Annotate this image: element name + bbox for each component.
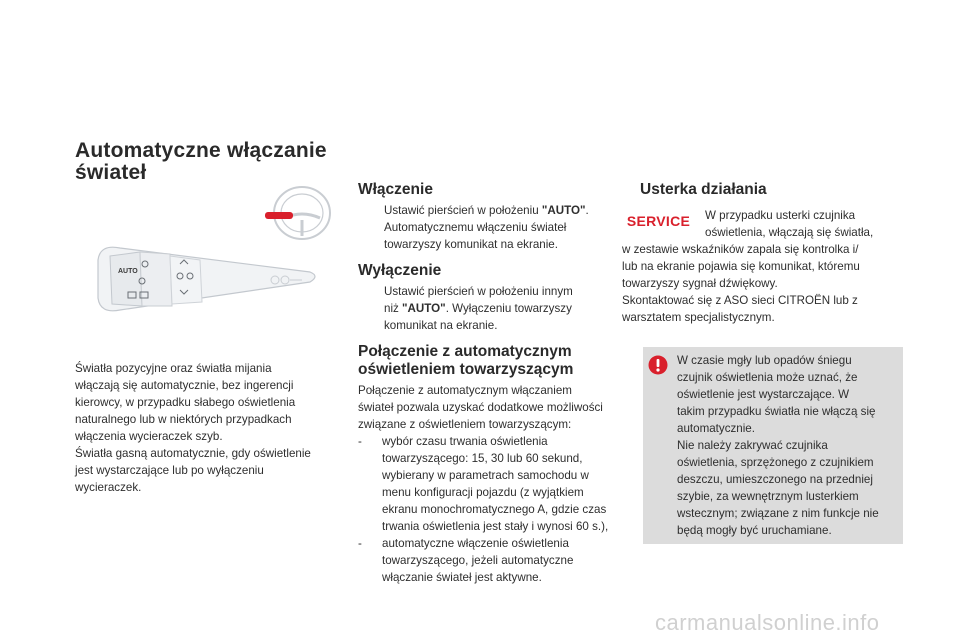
list-item: - automatyczne włączenie oświetlenia towarzyszącego, jeżeli automatyczne włączanie świateł jest aktywne. (358, 537, 574, 584)
left-description: Światła pozycyjne oraz światła mijania włączają się automatycznie, bez ingerencji kierowcy, w przypadku słabego oświetlenia naturalnego lub w niektórych przypadkach włączenia wycieraczek szyb. Światła gasną automatycznie, gdy oświetlenie jest wystarczające lub po wyłączeniu wycieraczek. (75, 362, 311, 494)
stalk-body (98, 247, 315, 311)
section-title-polaczenie: Połączenie z automatycznym oświetleniem towarzyszącym (358, 343, 574, 378)
lighting-stalk-illustration (80, 180, 350, 320)
list-item: - wybór czasu trwania oświetlenia towarzyszącego: 15, 30 lub 60 sekund, wybierany w parametrach samochodu w menu konfiguracji pojazdu (z wyjątkiem ekranu monochromatycznego A, gdzie czas trwania oświetlenia jest stały i wynosi 60 s.), (358, 435, 609, 533)
service-warning-icon (622, 211, 695, 230)
page-title: Automatyczne włączanie świateł (75, 139, 327, 184)
auto-label: AUTO (118, 268, 138, 275)
warning-exclamation-icon (648, 355, 668, 375)
stalk-highlight (265, 212, 293, 219)
section-polaczenie: Połączenie z automatycznym włączaniem świateł pozwala uzyskać dodatkowe możliwości związane z oświetleniem towarzyszącym: - wybór czasu trwania oświetlenia towarzyszącego: 15, 30 lub 60 sekund, wybierany w parametrach samochodu w menu konfiguracji pojazdu (z wyjątkiem ekranu monochromatycznego A, gdzie czas trwania oświetlenia jest stały i wynosi 60 s.), - automatyczne włączenie oświetlenia towarzyszącego, jeżeli automatyczne włączanie świateł jest aktywne. (358, 382, 633, 586)
section-wylaczenie: Ustawić pierścień w położeniu innym niż "AUTO". Wyłączeniu towarzyszy komunikat na ekranie. (362, 283, 632, 334)
warning-text: W czasie mgły lub opadów śniegu czujnik oświetlenia może uznać, że oświetlenie jest wystarczające. W takim przypadku światła nie włączą się automatycznie. Nie należy zakrywać czujnika oświetlenia, sprzężonego z czujnikiem deszczu, umieszczonego na przedniej szybie, za wewnętrznym lusterkiem wstecznym; związane z nim funkcje nie będą mogły być uruchamiane. (677, 354, 879, 537)
usterka-indented-text: W przypadku usterki czujnika oświetlenia, włączają się światła, (705, 209, 874, 239)
section-title-usterka: Usterka działania (640, 181, 767, 198)
bullet-icon (362, 283, 384, 334)
section-title-wylaczenie: Wyłączenie (358, 262, 442, 279)
usterka-text: w zestawie wskaźników zapala się kontrolka i/ lub na ekranie pojawia się komunikat, któremu towarzyszy sygnał dźwiękowy. Skontaktować się z ASO sieci CITROËN lub z warsztatem specjalistycznym. (622, 243, 860, 324)
section-wlaczenie: Ustawić pierścień w położeniu "AUTO". Automatycznemu włączeniu świateł towarzyszy komunikat na ekranie. (362, 202, 632, 253)
service-label: SERVICE (626, 213, 691, 229)
section-title-wlaczenie: Włączenie (358, 181, 433, 198)
footer-watermark: carmanualsonline.info (655, 610, 880, 635)
bullet-icon (362, 202, 384, 253)
